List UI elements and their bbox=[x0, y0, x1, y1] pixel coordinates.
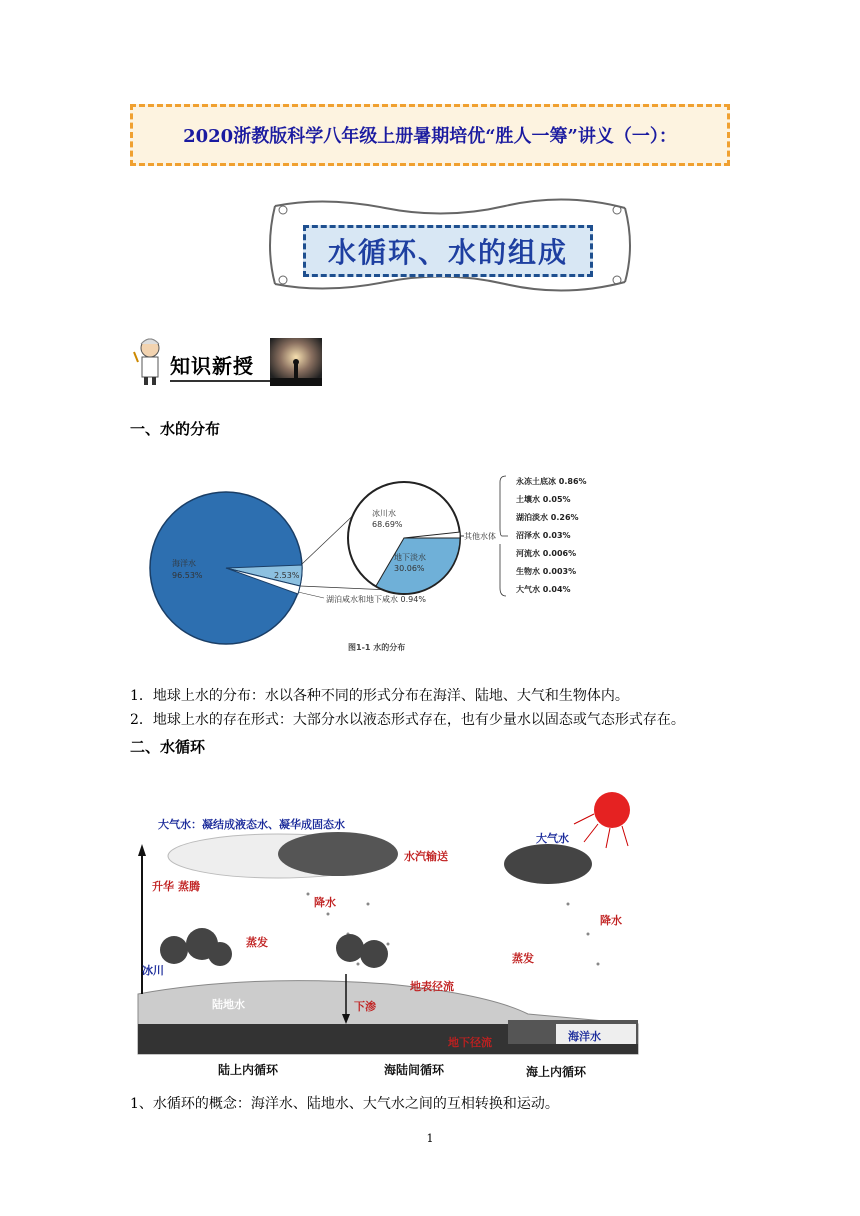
other-water-list bbox=[515, 476, 587, 594]
atm-right-label: 大气水 bbox=[536, 832, 569, 845]
ocean-pct: 96.53% bbox=[172, 571, 203, 580]
ground-runoff-label: 地下径流 bbox=[448, 1036, 492, 1049]
document-title: 2020浙教版科学八年级上册暑期培优“胜人一筹”讲义（一）： bbox=[183, 126, 677, 147]
evaporate3-label: 蒸发 bbox=[512, 952, 534, 965]
infiltrate-label: 下渗 bbox=[354, 1000, 376, 1013]
banner-title-box bbox=[303, 225, 593, 277]
list-item: 1．地球上水的分布：水以各种不同的形式分布在海洋、陆地、大气和生物体内。 bbox=[130, 688, 629, 704]
ocean-water-label: 海洋水 bbox=[568, 1030, 601, 1043]
glacier-label: 冰川水 bbox=[372, 509, 396, 518]
atm-left-label: 大气水：凝结成液态水、凝华成固态水 bbox=[158, 818, 345, 831]
section2-items bbox=[130, 1092, 770, 1116]
precip1-label: 降水 bbox=[314, 896, 336, 909]
evaporate1-label: 蒸腾 bbox=[178, 880, 200, 893]
page-number: 1 bbox=[426, 1132, 434, 1145]
document-title-box bbox=[130, 104, 730, 166]
cloud-icon bbox=[278, 832, 398, 876]
knowledge-header bbox=[170, 350, 270, 382]
other-item: 大气水 0.04% bbox=[516, 585, 571, 594]
land-pct: 2.53% bbox=[274, 571, 300, 580]
banner-title: 水循环、水的组成 bbox=[327, 236, 568, 269]
professor-icon bbox=[130, 334, 168, 386]
other-item: 河流水 0.006% bbox=[516, 549, 577, 558]
cycle-land-label: 陆上内循环 bbox=[218, 1063, 279, 1077]
salt-lake-label: 湖泊咸水和地下咸水 0.94% bbox=[326, 595, 426, 604]
cycle-sea-land-label: 海陆间循环 bbox=[384, 1063, 445, 1077]
other-water-label: 其他水体 bbox=[464, 532, 496, 541]
precip2-label: 降水 bbox=[600, 914, 622, 927]
other-item: 永冻土底冰 0.86% bbox=[516, 477, 587, 486]
groundwater-pct: 30.06% bbox=[394, 564, 425, 573]
sun-icon bbox=[594, 792, 630, 828]
other-item: 土壤水 0.05% bbox=[516, 495, 571, 504]
glacier-label: 冰川 bbox=[142, 964, 164, 977]
figure-caption: 图1-1 水的分布 bbox=[348, 643, 406, 652]
evaporate2-label: 蒸发 bbox=[246, 936, 268, 949]
section1-items bbox=[130, 684, 770, 732]
sunset-image bbox=[270, 338, 322, 386]
surface-runoff-label: 地表径流 bbox=[410, 980, 454, 993]
ocean-label: 海洋水 bbox=[172, 559, 196, 568]
water-distribution-figure bbox=[140, 468, 620, 658]
section1-heading: 一、水的分布 bbox=[130, 420, 221, 438]
other-item: 沼泽水 0.03% bbox=[516, 531, 571, 540]
land-water-label: 陆地水 bbox=[212, 998, 245, 1011]
cycle-sea-label: 海上内循环 bbox=[526, 1065, 587, 1079]
sublimate-label: 升华 bbox=[152, 880, 174, 893]
other-item: 湖泊淡水 0.26% bbox=[516, 513, 579, 522]
list-item: 1、水循环的概念：海洋水、陆地水、大气水之间的互相转换和运动。 bbox=[130, 1096, 559, 1112]
knowledge-label: 知识新授 bbox=[170, 354, 254, 378]
cloud-icon bbox=[504, 844, 592, 884]
section2-heading: 二、水循环 bbox=[130, 738, 206, 756]
list-item: 2．地球上水的存在形式：大部分水以液态形式存在，也有少量水以固态或气态形式存在。 bbox=[130, 712, 685, 728]
glacier-pct: 68.69% bbox=[372, 520, 403, 529]
tree-icons bbox=[160, 928, 388, 968]
groundwater-label: 地下淡水 bbox=[394, 553, 426, 562]
transport-label: 水汽输送 bbox=[404, 850, 448, 863]
water-cycle-diagram bbox=[128, 784, 648, 1084]
other-item: 生物水 0.003% bbox=[516, 567, 577, 576]
